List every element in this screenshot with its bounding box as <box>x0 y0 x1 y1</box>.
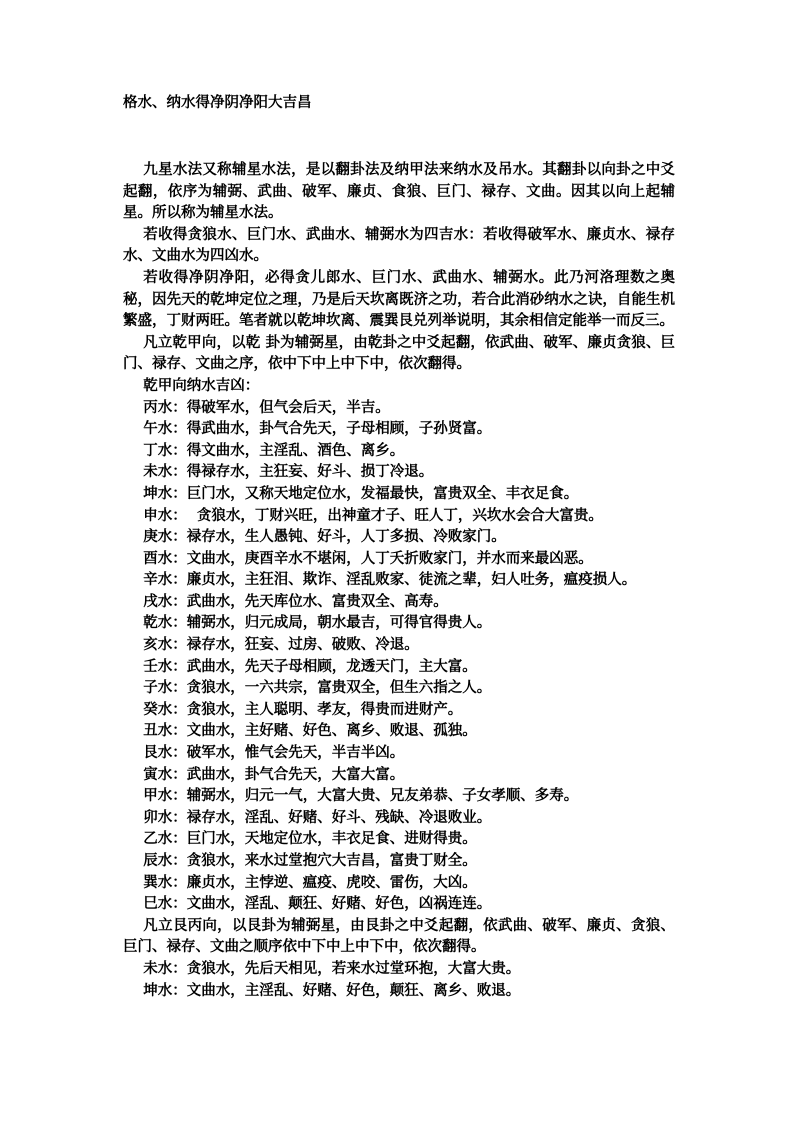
paragraph: 丙水：得破军水，但气会后天，半吉。 <box>143 399 390 416</box>
paragraph: 子水：贪狼水，一六共宗，富贵双全，但生六指之人。 <box>143 680 492 697</box>
paragraph: 辛水：廉贞水，主狂泪、欺诈、淫乱败家、徒流之辈，妇人吐务，瘟疫损人。 <box>143 572 637 589</box>
paragraph: 艮水：破军水，惟气会先天，半吉半凶。 <box>143 745 405 762</box>
paragraph: 乾水：辅弼水，归元成局，朝水最吉，可得官得贵人。 <box>143 615 492 632</box>
paragraph: 申水： 贪狼水，丁财兴旺，出神童才子、旺人丁，兴坎水会合大富贵。 <box>143 507 603 524</box>
paragraph: 甲水：辅弼水，归元一气，大富大贵、兄友弟恭、子女孝顺、多寿。 <box>143 788 579 805</box>
paragraph: 丁水：得文曲水，主淫乱、酒色、离乡。 <box>143 442 405 459</box>
paragraph: 乙水：巨门水，天地定位水，丰衣足食、进财得贵。 <box>143 831 477 848</box>
paragraph: 癸水：贪狼水，主人聪明、孝友，得贵而进财产。 <box>143 701 463 718</box>
paragraph: 坤水：文曲水，主淫乱、好赌、好色，颠狂、离乡、败退。 <box>143 982 521 999</box>
paragraph: 未水：得禄存水，主狂妄、好斗、损丁冷退。 <box>143 464 434 481</box>
paragraph: 未水：贪狼水，先后天相见，若来水过堂环抱，大富大贵。 <box>143 960 521 977</box>
paragraph: 辰水：贪狼水，来水过堂抱穴大吉昌，富贵丁财全。 <box>143 853 477 869</box>
paragraph: 若收得贪狼水、巨门水、武曲水、辅弼水为四吉水：若收得破军水、廉贞水、禄存水、文曲水为四凶水。 <box>123 226 675 265</box>
paragraph: 午水：得武曲水，卦气合先天，子母相顾，子孙贤富。 <box>143 421 492 438</box>
paragraph: 壬水：武曲水，先天子母相顾，龙透天门，主大富。 <box>143 658 477 675</box>
paragraph: 亥水：禄存水，狂妄、过房、破败、冷退。 <box>143 637 419 654</box>
paragraph: 巳水：文曲水，淫乱、颠狂、好赌、好色，凶祸连连。 <box>143 896 492 913</box>
paragraph: 若收得净阴净阳，必得贪儿郎水、巨门水、武曲水、辅弼水。此乃河洛理数之奥秘，因先天的乾坤定位之理，乃是后天坎离既济之功，若合此消砂纳水之诀，自能生机繁盛，丁财两旺。笔者就以乾坤坎离、震巽艮兑列举说明，其余相信定能举一而反三。 <box>123 269 675 330</box>
document-title: 格水、纳水得净阴净阳大吉昌 <box>123 95 312 111</box>
paragraph: 凡立艮丙向，以艮卦为辅弼星，由艮卦之中爻起翻，依武曲、破军、廉贞、贪狼、巨门、禄存、文曲之顺序依中下中上中下中，依次翻得。 <box>123 917 675 956</box>
paragraph: 丑水：文曲水，主好赌、好色、离乡、败退、孤独。 <box>143 723 477 740</box>
document-body <box>123 160 675 1002</box>
paragraph: 卯水：禄存水，淫乱、好赌、好斗、残缺、冷退败业。 <box>143 809 492 826</box>
paragraph: 庚水：禄存水，生人愚钝、好斗，人丁多损、冷败家门。 <box>143 529 506 546</box>
paragraph: 酉水：文曲水，庚酉辛水不堪闲，人丁夭折败家门，并水而来最凶恶。 <box>143 550 593 567</box>
paragraph: 寅水：武曲水，卦气合先天，大富大富。 <box>143 766 405 783</box>
paragraph: 九星水法又称辅星水法，是以翻卦法及纳甲法来纳水及吊水。其翻卦以向卦之中爻起翻，依序为辅弼、武曲、破军、廉贞、食狼、巨门、禄存、文曲。因其以向上起辅星。所以称为辅星水法。 <box>123 162 675 222</box>
paragraph: 乾甲向纳水吉凶： <box>143 377 260 394</box>
paragraph: 巽水：廉贞水，主悖逆、瘟疫、虎咬、雷伤，大凶。 <box>143 874 477 891</box>
paragraph: 凡立乾甲向，以乾 卦为辅弼星，由乾卦之中爻起翻，依武曲、破军、廉贞贪狼、巨门、禄存、文曲之序，依中下中上中下中，依次翻得。 <box>123 334 675 373</box>
paragraph: 戌水：武曲水，先天库位水、富贵双全、高寿。 <box>143 593 448 610</box>
paragraph: 坤水：巨门水，又称天地定位水，发福最快，富贵双全、丰衣足食。 <box>143 485 579 502</box>
